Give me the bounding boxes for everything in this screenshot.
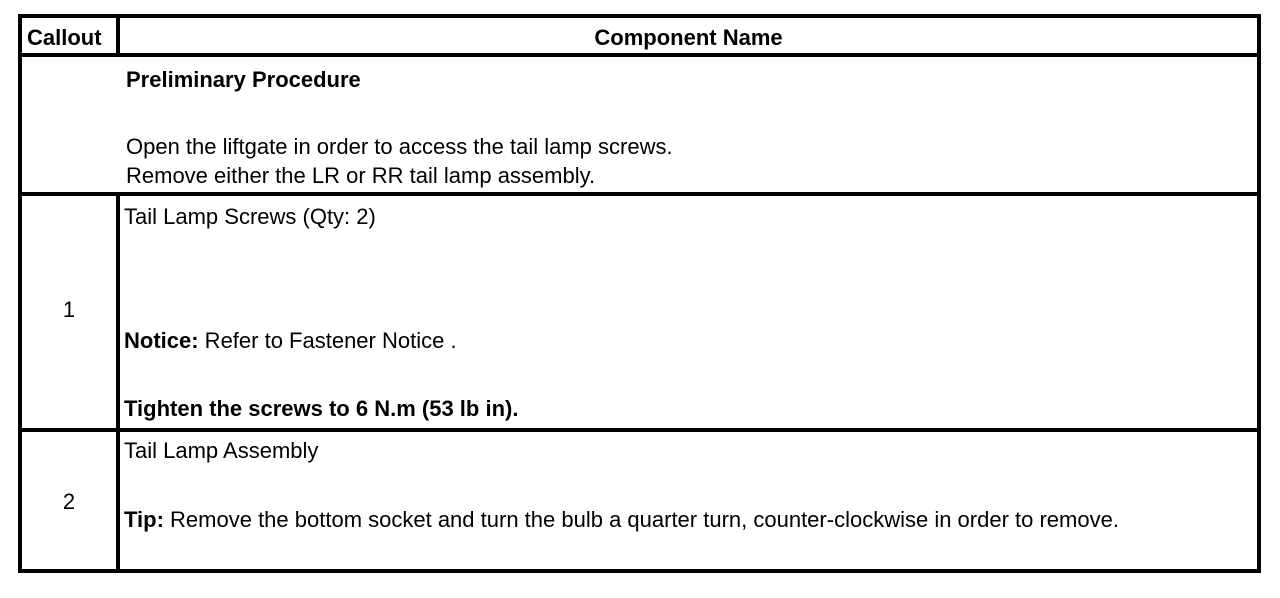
step-1-callout-number: 1	[62, 297, 76, 322]
component-name-header-cell	[120, 18, 1257, 53]
preliminary-step-remove-lamp: Remove either the LR or RR tail lamp assembly.	[126, 163, 596, 188]
preliminary-callout-cell	[22, 57, 116, 192]
step-1-callout-cell	[22, 196, 120, 428]
step-row-1	[22, 196, 1257, 432]
table-header-row	[22, 18, 1257, 57]
step-1-torque-spec: Tighten the screws to 6 N.m (53 lb in).	[124, 396, 519, 421]
step-2-callout-cell	[22, 432, 120, 569]
procedure-table	[18, 14, 1261, 573]
step-1-component-name: Tail Lamp Screws (Qty: 2)	[124, 204, 376, 229]
step-2-tip	[124, 507, 1119, 533]
component-name-column-header: Component Name	[594, 25, 783, 50]
step-2-tip-label: Tip:	[124, 507, 164, 532]
step-row-2	[22, 432, 1257, 569]
preliminary-step-open-liftgate: Open the liftgate in order to access the tail lamp screws.	[126, 134, 673, 159]
step-2-tip-text: Remove the bottom socket and turn the bulb a quarter turn, counter-clockwise in order to remove.	[163, 507, 1119, 532]
step-2-component-name: Tail Lamp Assembly	[124, 438, 319, 463]
callout-column-header: Callout	[27, 25, 102, 50]
preliminary-procedure-row	[22, 57, 1257, 196]
callout-header-cell	[22, 18, 120, 53]
preliminary-procedure-heading: Preliminary Procedure	[126, 67, 361, 92]
step-1-notice-label: Notice:	[124, 328, 199, 353]
step-1-notice-text: Refer to Fastener Notice .	[198, 328, 457, 353]
step-1-notice	[124, 328, 457, 354]
step-2-callout-number: 2	[62, 489, 76, 514]
